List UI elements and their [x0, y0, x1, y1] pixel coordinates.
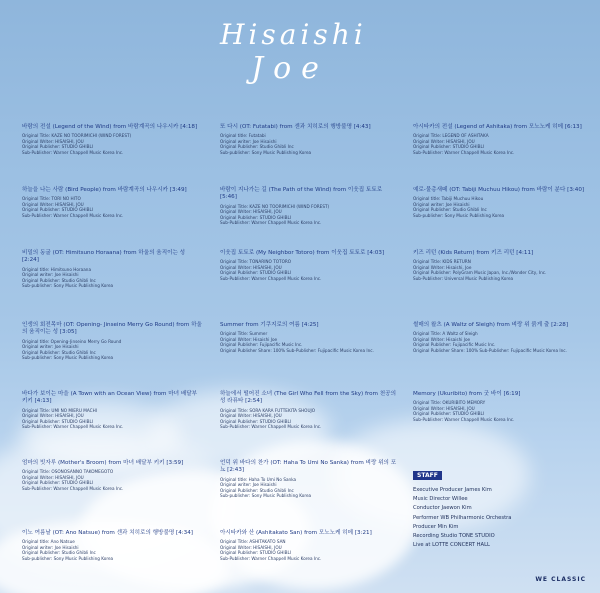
track-credits: [220, 133, 400, 155]
credit-line: Original writer: Joe Hisaishi: [220, 138, 277, 144]
credit-line: Original Writer: HISAISHI, JOU: [413, 138, 475, 144]
staff-row: [413, 532, 583, 541]
track-name: 비밀의 동굴 (OT: Himitsuno Horaana) from 하울의 움직이는 성 [2:24]: [22, 250, 186, 264]
credit-line: Original Publisher: Studio Ghibli Inc: [413, 207, 487, 213]
track-item: [22, 530, 202, 561]
track-credits: [413, 331, 593, 353]
track-credits: [220, 408, 400, 430]
staff-role: Conductor: [413, 505, 440, 512]
credit-line: Original Writer: HISAISHI, JOU: [413, 405, 475, 411]
staff-role: Performer: [413, 514, 439, 521]
track-name: 바다가 보이는 마을 (A Town with an Ocean View) from 마녀 배달부 키키 [4:13]: [22, 391, 198, 405]
staff-person: TONE STUDIO: [458, 533, 495, 540]
track-item: [220, 460, 400, 499]
credit-line: Original Title: A Waltz of Sleigh: [413, 331, 478, 337]
credit-line: Original Publisher: PolyGram Music Japan, Inc./Wonder City, Inc.: [413, 270, 547, 276]
track-item: [22, 391, 202, 430]
credit-line: Original Writer: Hisaishi, Joe: [413, 264, 472, 270]
track-item: [220, 124, 400, 155]
credit-line: Original writer: Joe Hisaishi: [22, 344, 79, 350]
credit-line: Original Title: TONARINO TOTORO: [220, 259, 292, 265]
credit-line: Sub-Publisher: Warner Chappell Music Korea Inc.: [413, 416, 515, 422]
track-item: [413, 124, 593, 155]
credit-line: Original Title: OKURIBITO MEMORY: [413, 400, 486, 406]
credit-line: Original Title: OSONOSANNO TAKOMEGOTO: [22, 469, 114, 475]
credit-line: Sub-Publisher: Warner Chappell Music Korea Inc.: [22, 485, 124, 491]
credit-line: Original writer: Joe Hisaishi: [22, 544, 79, 550]
staff-role: Producer: [413, 523, 436, 530]
track-name: 이노 여름날 (OT: Ano Natsue) from 센과 치히로의 행방불명 [4:34]: [22, 530, 193, 536]
credit-line: Original Publisher: Studio Ghibli Inc: [22, 277, 96, 283]
credit-line: Sub-Publisher: Warner Chappell Music Korea Inc.: [220, 220, 322, 226]
credit-line: Original Publisher Share: 100% Sub-Publisher: Fujipacific Music Korea Inc.: [413, 347, 567, 353]
credit-line: Original Writer: HISAISHI, JOU: [22, 138, 84, 144]
staff-row: [413, 495, 583, 504]
credit-line: Sub-Publisher: Warner Chappell Music Korea Inc.: [220, 275, 322, 281]
credit-line: Sub-publisher: Sony Music Publishing Korea: [413, 212, 505, 218]
artist-title: [220, 18, 367, 86]
credit-line: Original Publisher: STUDIO GHIBLI: [220, 418, 292, 424]
track-item: [413, 391, 593, 422]
credit-line: Original Writer: HISAISHI, JOU: [22, 474, 84, 480]
credit-line: Sub-Publisher: Universal Music Publishing Korea: [413, 275, 514, 281]
credit-line: Original Writer: HISAISHI, JOU: [220, 209, 282, 215]
track-credits: [413, 133, 593, 155]
credit-line: Sub-Publisher: Warner Chappell Music Korea Inc.: [220, 424, 322, 430]
track-name: 엄마의 빗자루 (Mother's Broom) from 마녀 배달부 키키 [3:59]: [22, 460, 184, 466]
staff-person: LOTTE CONCERT HALL: [432, 542, 490, 549]
credit-line: Original Title: Summer: [220, 331, 268, 337]
track-item: [413, 250, 593, 281]
credit-line: Original title: Tabiji Muchuu Hikou: [413, 196, 484, 202]
credit-line: Original Title: KAZE NO TOORIMICHI (WIND FOREST): [22, 133, 132, 139]
track-name: 예로-물총새떼 (OT: Tabiji Muchuu Hikou) from 바람이 분다 [3:40]: [413, 187, 585, 193]
staff-person: Willee: [451, 496, 468, 503]
credit-line: Original Title: SORA KARA FUTTEKITA SHOUJO: [220, 407, 316, 413]
credit-line: Original Writer: HISAISHI, JOU: [220, 264, 282, 270]
staff-role: Music Director: [413, 496, 451, 503]
credit-line: Original Publisher: STUDIO GHIBLI: [220, 270, 292, 276]
track-name: 언덕 위 바다의 찬가 (OT: Haha To Umi No Sanka) from 벼랑 위의 포뇨 [2:43]: [220, 460, 397, 474]
track-item: [413, 187, 593, 218]
credit-line: Sub-publisher: Sony Music Publishing Korea: [22, 283, 114, 289]
track-credits: [22, 339, 202, 361]
staff-row: [413, 504, 583, 513]
track-item: [220, 391, 400, 430]
track-credits: [220, 204, 400, 226]
credit-line: Sub-Publisher: Warner Chappell Music Korea Inc.: [22, 212, 124, 218]
track-item: [413, 322, 593, 353]
track-credits: [413, 259, 593, 281]
track-name: 이웃집 토토로 (My Neighbor Totoro) from 이웃집 토토로 [4:03]: [220, 250, 385, 256]
credit-line: Original Title: KIDS RETURN: [413, 259, 471, 265]
track-name: 아시타카의 전설 (Legend of Ashitaka) from 모노노케 히메 [6:13]: [413, 124, 582, 130]
track-item: [22, 460, 202, 491]
record-label: WE CLASSIC: [535, 576, 586, 583]
credit-line: Original Title: LEGEND OF ASHITAKA: [413, 133, 489, 139]
credit-line: Original writer: Joe Hisaishi: [220, 482, 277, 488]
staff-credits: [413, 462, 583, 550]
track-name: 인생의 회전목마 (OT: Opening- Jinseino Merry Go Round) from 하울의 움직이는 성 [3:05]: [22, 322, 202, 336]
credit-line: Original title: Futatabi: [220, 133, 266, 139]
credit-line: Original Publisher: Studio Ghibli Inc: [220, 487, 294, 493]
credit-line: Original Title: UMI NO MIERU MACHI: [22, 407, 97, 413]
staff-row: [413, 514, 583, 523]
track-name: 또 다시 (OT: Futatabi) from 센과 치히로의 행방불명 [4:43]: [220, 124, 371, 130]
track-credits: [22, 196, 202, 218]
credit-line: Original Title: TORI NO HITO: [22, 196, 81, 202]
credit-line: Sub-Publisher: Warner Chappell Music Korea Inc.: [220, 555, 322, 561]
track-item: [22, 250, 202, 289]
track-item: [22, 322, 202, 361]
track-credits: [22, 469, 202, 491]
credit-line: Sub-Publisher: Warner Chappell Music Korea Inc.: [22, 149, 124, 155]
staff-heading: STAFF: [413, 471, 442, 480]
artist-title-line1: Hisaishi: [220, 18, 367, 51]
track-item: [22, 187, 202, 218]
track-item: [220, 322, 400, 353]
credit-line: Original title: Haha To Umi No Sanka: [220, 476, 297, 482]
artist-title-line2: Joe: [251, 51, 329, 86]
staff-person: Min Kim: [437, 523, 459, 530]
track-credits: [220, 331, 400, 353]
credit-line: Original Publisher: STUDIO GHIBLI: [413, 411, 485, 417]
track-name: Memory (Ukuribito) from 굿 바이 [6:19]: [413, 391, 521, 397]
credit-line: Sub-publisher: Sony Music Publishing Korea: [22, 555, 114, 561]
track-name: 하늘을 나는 사람 (Bird People) from 바람계곡의 나우시카 [3:49]: [22, 187, 187, 193]
track-name: 하늘에서 떨어진 소녀 (The Girl Who Fell from the Sky) from 천공의 성 라퓨타 [2:54]: [220, 391, 396, 405]
track-name: 바람이 지나가는 길 (The Path of the Wind) from 이웃집 토토로 [5:46]: [220, 187, 383, 201]
track-credits: [413, 400, 593, 422]
credit-line: Original Publisher Share: 100% Sub-Publisher: Fujipacific Music Korea Inc.: [220, 347, 374, 353]
credit-line: Original Title: ASHITAKATO SAN: [220, 539, 286, 545]
credit-line: Original Publisher: STUDIO GHIBLI: [22, 418, 94, 424]
credit-line: Original title: Himitsuno Horaana: [22, 266, 92, 272]
credit-line: Original Writer: HISAISHI, JOU: [22, 201, 84, 207]
credit-line: Original Publisher: STUDIO GHIBLI: [413, 144, 485, 150]
credit-line: Original Writer: Hisaishi Joe: [413, 336, 471, 342]
credit-line: Original Publisher: STUDIO GHIBLI: [220, 214, 292, 220]
credit-line: Original Publisher: Studio Ghibli Inc: [22, 550, 96, 556]
staff-person: WB Philharmonic Orchestra: [440, 514, 512, 521]
track-name: Summer from 기쿠지로의 여름 [4:25]: [220, 322, 319, 328]
track-credits: [413, 196, 593, 218]
staff-role: Recording Studio: [413, 533, 458, 540]
credit-line: Original Publisher: STUDIO GHIBLI: [22, 480, 94, 486]
credit-line: Sub-publisher: Sony Music Publishing Korea: [220, 149, 312, 155]
track-credits: [22, 408, 202, 430]
staff-person: Jaewon Kim: [441, 505, 472, 512]
staff-row: [413, 523, 583, 532]
track-name: 썰매의 왈츠 (A Waltz of Sleigh) from 벼랑 위 붉게 출 [2:28]: [413, 322, 569, 328]
track-credits: [220, 477, 400, 499]
track-name: 아시타카와 산 (Ashitakato San) from 모노노케 히메 [3:21]: [220, 530, 372, 536]
track-item: [220, 530, 400, 561]
track-credits: [22, 539, 202, 561]
credit-line: Original Publisher: Fujipacific Music Inc.: [413, 342, 496, 348]
credit-line: Original Title: KAZE NO TOORIMICHI (WIND FOREST): [220, 203, 330, 209]
staff-row: [413, 486, 583, 495]
track-credits: [220, 259, 400, 281]
credit-line: Original title: Ano Natsue: [22, 539, 75, 545]
track-item: [220, 250, 400, 281]
credit-line: Original Writer: HISAISHI, JOU: [22, 413, 84, 419]
credit-line: Original Publisher: Studio Ghibli Inc: [22, 349, 96, 355]
credit-line: Sub-publisher: Sony Music Publishing Korea: [220, 493, 312, 499]
staff-role: Executive Producer: [413, 487, 463, 493]
credit-line: Original writer: Joe Hisaishi: [22, 272, 79, 278]
credit-line: Sub-Publisher: Warner Chappell Music Korea Inc.: [413, 149, 515, 155]
credit-line: Original Publisher: STUDIO GHIBLI: [22, 144, 94, 150]
staff-role: Live at: [413, 542, 431, 549]
credit-line: Sub-Publisher: Warner Chappell Music Korea Inc.: [22, 424, 124, 430]
credit-line: Original title: Opening-Jinseino Merry Go Round: [22, 338, 122, 344]
credit-line: Original Writer: Hisaishi Joe: [220, 336, 278, 342]
track-item: [220, 187, 400, 226]
credit-line: Original Writer: HISAISHI, JOU: [220, 544, 282, 550]
staff-person: James Kim: [464, 487, 492, 493]
track-credits: [220, 539, 400, 561]
track-credits: [22, 133, 202, 155]
credit-line: Original Publisher: STUDIO GHIBLI: [220, 550, 292, 556]
credit-line: Original writer: Joe Hisaishi: [413, 201, 470, 207]
credit-line: Original Publisher: Studio Ghibli Inc: [220, 144, 294, 150]
credit-line: Sub-publisher: Sony Music Publishing Korea: [22, 355, 114, 361]
track-name: 바람의 전설 (Legend of the Wind) from 바람계곡의 나우시카 [4:18]: [22, 124, 198, 130]
credit-line: Original Publisher: Fujipacific Music Inc.: [220, 342, 303, 348]
credit-line: Original Writer: HISAISHI, JOU: [220, 413, 282, 419]
track-name: 키즈 리턴 (Kids Return) from 키즈 리턴 [4:11]: [413, 250, 534, 256]
track-item: [22, 124, 202, 155]
track-credits: [22, 267, 202, 289]
staff-row: [413, 541, 583, 550]
credit-line: Original Publisher: STUDIO GHIBLI: [22, 207, 94, 213]
